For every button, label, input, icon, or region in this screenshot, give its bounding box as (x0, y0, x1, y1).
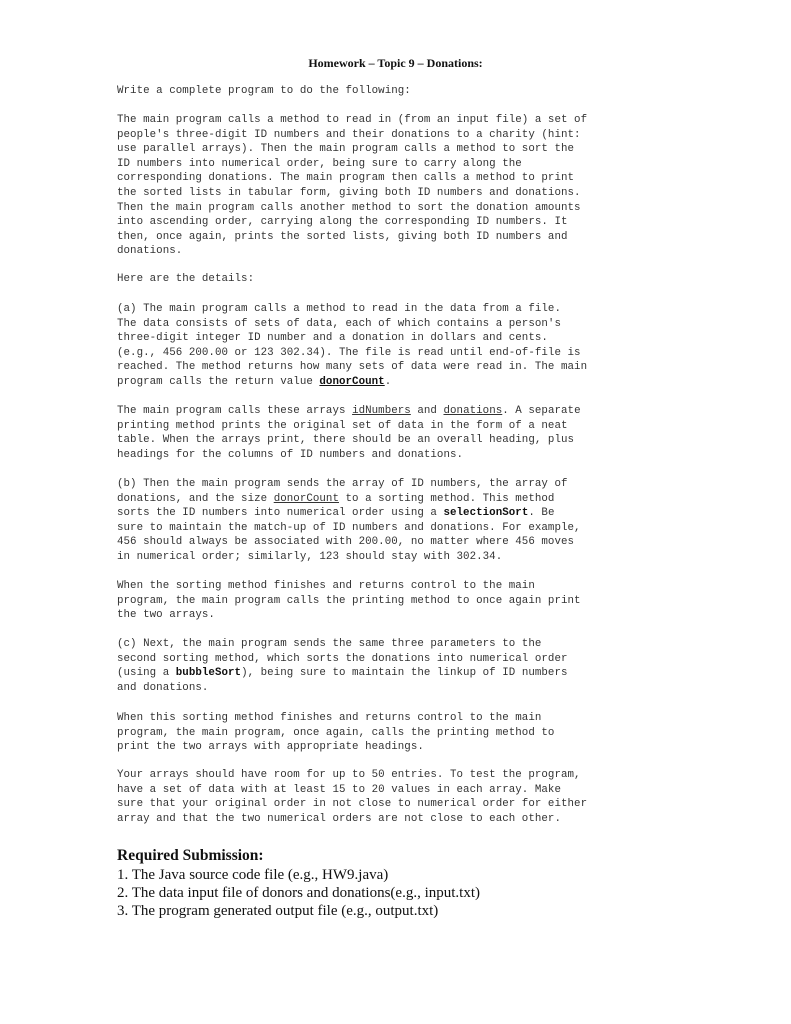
part-a-line: three-digit integer ID number and a donation in dollars and cents. (117, 332, 548, 345)
part-b-line (117, 506, 697, 521)
submission-section (117, 846, 480, 920)
text-fragment: to a sorting method. This method (339, 492, 555, 505)
capacity-paragraph (117, 768, 697, 826)
part-a-line: The data consists of sets of data, each of which contains a person's (117, 317, 561, 330)
part-a-line (117, 375, 697, 390)
part-c-line: and donations. (117, 681, 209, 694)
part-c-line: second sorting method, which sorts the donations into numerical order (117, 652, 568, 665)
intro-paragraph (117, 84, 697, 99)
overview-line: Then the main program calls another method to sort the donation amounts (117, 201, 581, 214)
arrays-line: headings for the columns of ID numbers and donations. (117, 448, 464, 461)
capacity-line: Your arrays should have room for up to 50 entries. To test the program, (117, 769, 581, 781)
part-b-paragraph (117, 477, 697, 565)
after-sort-1-line: the two arrays. (117, 609, 215, 622)
after-sort-2-line: When this sorting method finishes and returns control to the main (117, 712, 542, 724)
overview-line: use parallel arrays). Then the main program calls a method to sort the (117, 143, 575, 156)
after-sort-1-paragraph (117, 579, 697, 623)
text-fragment: sorts the ID numbers into numerical order using a (117, 507, 444, 520)
selection-sort-term: selectionSort (443, 507, 529, 520)
capacity-line: sure that your original order in not close to numerical order for either (117, 798, 588, 811)
text-fragment: . (384, 375, 392, 388)
arrays-line: printing method prints the original set of data in the form of a neat (117, 419, 568, 432)
after-sort-1-line: When the sorting method finishes and returns control to the main (117, 580, 535, 592)
after-sort-1-line: program, the main program calls the printing method to once again print (117, 594, 581, 607)
overview-line: into ascending order, carrying along the corresponding ID numbers. It (117, 216, 568, 229)
overview-line: the sorted lists in tabular form, giving both ID numbers and donations. (117, 186, 581, 199)
capacity-line: have a set of data with at least 15 to 20 values in each array. Make (117, 783, 561, 796)
text-fragment: (using a (117, 667, 176, 680)
part-a-line: reached. The method returns how many sets of data were read in. The main (117, 361, 588, 374)
submission-list (117, 866, 480, 920)
donor-count-variable: donorCount (273, 492, 339, 505)
after-sort-2-paragraph (117, 711, 697, 755)
donations-variable: donations (443, 405, 503, 417)
donor-count-variable: donorCount (319, 375, 385, 388)
overview-line: ID numbers into numerical order, being sure to carry along the (117, 157, 522, 170)
part-c-line: (c) Next, the main program sends the same three parameters to the (117, 638, 542, 650)
overview-line: people's three-digit ID numbers and their donations to a charity (hint: (117, 128, 581, 141)
text-fragment: donations, and the size (117, 492, 274, 505)
part-b-line (117, 492, 697, 507)
text-fragment: The main program calls these arrays (117, 405, 353, 417)
part-b-line: in numerical order; similarly, 123 should stay with 302.34. (117, 550, 503, 563)
overview-line: donations. (117, 245, 183, 258)
id-numbers-variable: idNumbers (352, 405, 411, 417)
overview-line: then, once again, prints the sorted lists, giving both ID numbers and (117, 230, 568, 243)
part-b-line: (b) Then the main program sends the array of ID numbers, the array of (117, 478, 568, 490)
overview-paragraph (117, 113, 697, 259)
details-heading-line: Here are the details: (117, 273, 255, 285)
text-fragment: and (410, 405, 444, 417)
overview-line: corresponding donations. The main program then calls a method to print (117, 172, 575, 185)
submission-item: 1. The Java source code file (e.g., HW9.java) (117, 867, 389, 883)
text-fragment: program calls the return value (117, 375, 320, 388)
intro-line: Write a complete program to do the following: (117, 85, 411, 97)
after-sort-2-line: program, the main program, once again, calls the printing method to (117, 726, 555, 739)
part-b-line: 456 should always be associated with 200.00, no matter where 456 moves (117, 536, 575, 549)
overview-line: The main program calls a method to read in (from an input file) a set of (117, 114, 588, 126)
text-fragment: . A separate (502, 405, 581, 417)
submission-item: 3. The program generated output file (e.g., output.txt) (117, 903, 439, 919)
after-sort-2-line: print the two arrays with appropriate headings. (117, 741, 424, 754)
text-fragment: . Be (528, 507, 555, 520)
page-title: Homework – Topic 9 – Donations: (308, 56, 483, 70)
bubble-sort-term: bubbleSort (175, 667, 242, 680)
part-a-paragraph (117, 302, 697, 390)
submission-item: 2. The data input file of donors and donations(e.g., input.txt) (117, 885, 480, 901)
part-a-line: (a) The main program calls a method to read in the data from a file. (117, 303, 561, 315)
details-heading (117, 272, 697, 287)
arrays-line: table. When the arrays print, there should be an overall heading, plus (117, 434, 575, 447)
arrays-line (117, 404, 697, 419)
text-fragment: ), being sure to maintain the linkup of ID numbers (241, 667, 568, 680)
part-c-line (117, 666, 697, 681)
part-a-line: (e.g., 456 200.00 or 123 302.34). The file is read until end-of-file is (117, 346, 581, 359)
part-c-paragraph (117, 637, 697, 695)
submission-heading: Required Submission: (117, 847, 264, 864)
capacity-line: array and that the two numerical orders are not close to each other. (117, 812, 561, 825)
arrays-paragraph (117, 404, 697, 462)
part-b-line: sure to maintain the match-up of ID numbers and donations. For example, (117, 521, 581, 534)
